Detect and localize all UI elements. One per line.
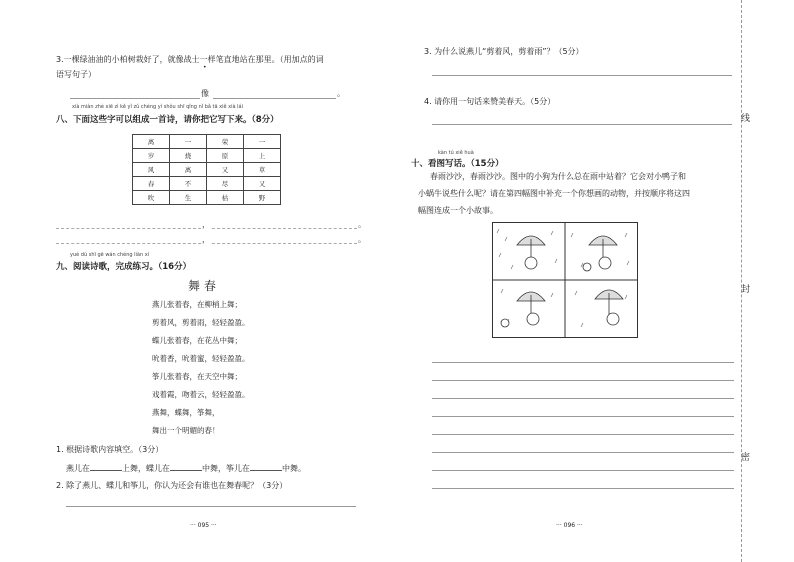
- item3-text-cont: 语写句子）: [56, 70, 96, 79]
- item3-like: 像: [201, 89, 209, 98]
- q2-text: 2. 除了燕儿、蝶儿和筝儿，你认为还会有谁也在舞春呢？（3分）: [56, 481, 288, 490]
- period: 。: [337, 89, 345, 98]
- poem-answer-line[interactable]: [56, 243, 201, 244]
- writing-line[interactable]: [432, 398, 734, 399]
- grid-cell: 又: [207, 163, 244, 177]
- writing-line[interactable]: [432, 452, 734, 453]
- poem-line: 吮着香，吮着蜜，轻轻盈盈。: [152, 354, 250, 363]
- comic-illustration: [493, 223, 637, 337]
- grid-cell: 上: [244, 149, 281, 163]
- q1-text: 1. 根据诗歌内容填空。（3分）: [56, 445, 164, 454]
- poem-answer-line[interactable]: [212, 243, 357, 244]
- comma: ，: [202, 235, 210, 244]
- binding-char: 线: [741, 114, 751, 124]
- poem-line: 蝶儿张着春，在花丛中舞；: [152, 336, 242, 345]
- grid-cell: 一: [170, 135, 207, 149]
- writing-line[interactable]: [432, 470, 734, 471]
- grid-cell: 不: [170, 177, 207, 191]
- writing-line[interactable]: [432, 488, 734, 489]
- page-number-right: ··· 096 ···: [556, 522, 583, 529]
- grid-cell: 吹: [133, 191, 170, 205]
- grid-cell: 离: [133, 135, 170, 149]
- grid-cell: 一: [244, 135, 281, 149]
- poem-line: 燕儿张着春，在柳梢上舞；: [152, 300, 242, 309]
- writing-line[interactable]: [432, 434, 734, 435]
- grid-cell: 风: [133, 163, 170, 177]
- period: 。: [358, 235, 366, 244]
- poem-line: 剪着风，剪着雨，轻轻盈盈。: [152, 318, 250, 327]
- grid-cell: 草: [244, 163, 281, 177]
- poem-title: 舞 春: [188, 279, 216, 293]
- para-line: 幅图连成一个小故事。: [418, 206, 498, 215]
- q3-text: 3. 为什么说燕儿“剪着风，剪着雨”？（5分）: [424, 47, 584, 56]
- q1-part-d: 中舞。: [282, 464, 306, 473]
- answer-line[interactable]: [432, 75, 732, 76]
- grid-cell: 又: [244, 177, 281, 191]
- dot-mark: •: [203, 64, 207, 71]
- q1-part-a: 燕儿在: [66, 464, 90, 473]
- character-grid: [132, 134, 281, 205]
- q1-fill: [66, 462, 306, 474]
- para-line: 春雨沙沙，春雨沙沙。图中的小狗为什么总在雨中站着？它会对小鸭子和: [430, 172, 686, 181]
- answer-line[interactable]: [70, 98, 200, 99]
- section10-title: 十、看图写话。（15分）: [411, 159, 504, 169]
- writing-line[interactable]: [432, 416, 734, 417]
- grid-cell: 野: [244, 191, 281, 205]
- poem-line: 燕舞，蝶舞，筝舞，: [152, 408, 220, 417]
- answer-line[interactable]: [432, 124, 732, 125]
- writing-line[interactable]: [432, 380, 734, 381]
- fill-blank[interactable]: [90, 462, 122, 471]
- answer-line[interactable]: [213, 98, 336, 99]
- binding-char: 密: [741, 453, 751, 463]
- fill-blank[interactable]: [250, 462, 282, 471]
- period: 。: [358, 220, 366, 229]
- page-number-left: ··· 095 ···: [190, 522, 217, 529]
- q4-text: 4. 请你用一句话来赞美春天。（5分）: [424, 97, 556, 106]
- grid-cell: 岁: [133, 149, 170, 163]
- grid-cell: 离: [170, 163, 207, 177]
- comma: ，: [202, 220, 210, 229]
- binding-char: 封: [741, 285, 751, 295]
- poem-answer-line[interactable]: [212, 228, 357, 229]
- q1-part-c: 中舞，筝儿在: [202, 464, 250, 473]
- grid-cell: 枯: [207, 191, 244, 205]
- q1-part-b: 上舞，蝶儿在: [122, 464, 170, 473]
- grid-cell: 烧: [170, 149, 207, 163]
- grid-cell: 生: [170, 191, 207, 205]
- grid-cell: 荣: [207, 135, 244, 149]
- writing-line[interactable]: [432, 362, 734, 363]
- section10-pinyin: kàn tú xiě huà: [438, 150, 474, 156]
- section8-pinyin: xià miàn zhè xiē zì kě yǐ zǔ chéng yì shǒu shī qǐng nǐ bǎ tā xiě xià lái: [72, 104, 244, 110]
- poem-line: 筝儿张着春，在天空中舞；: [152, 372, 242, 381]
- poem-line: 戏着霞，吻着云，轻轻盈盈。: [152, 390, 250, 399]
- poem-line: 舞出一个明媚的春！: [152, 426, 220, 435]
- section9-pinyin: yuè dú shī gē wán chéng liàn xí: [70, 252, 150, 258]
- grid-cell: 原: [207, 149, 244, 163]
- grid-cell: 尽: [207, 177, 244, 191]
- binding-line: [741, 0, 742, 562]
- para-line: 小蜗牛说些什么呢？请在第四幅图中补充一个你想画的动物，并按顺序将这四: [418, 189, 690, 198]
- item3-text: 3.一棵绿油油的小柏树栽好了，就像战士一样笔直地站在那里。（用加点的词: [56, 55, 324, 64]
- poem-answer-line[interactable]: [56, 228, 201, 229]
- section9-title: 九、阅读诗歌，完成练习。（16分）: [56, 262, 192, 272]
- grid-cell: 春: [133, 177, 170, 191]
- answer-line[interactable]: [66, 506, 356, 507]
- comic-panels: [492, 222, 638, 338]
- fill-blank[interactable]: [170, 462, 202, 471]
- section8-title: 八、下面这些字可以组成一首诗，请你把它写下来。（8分）: [56, 115, 279, 125]
